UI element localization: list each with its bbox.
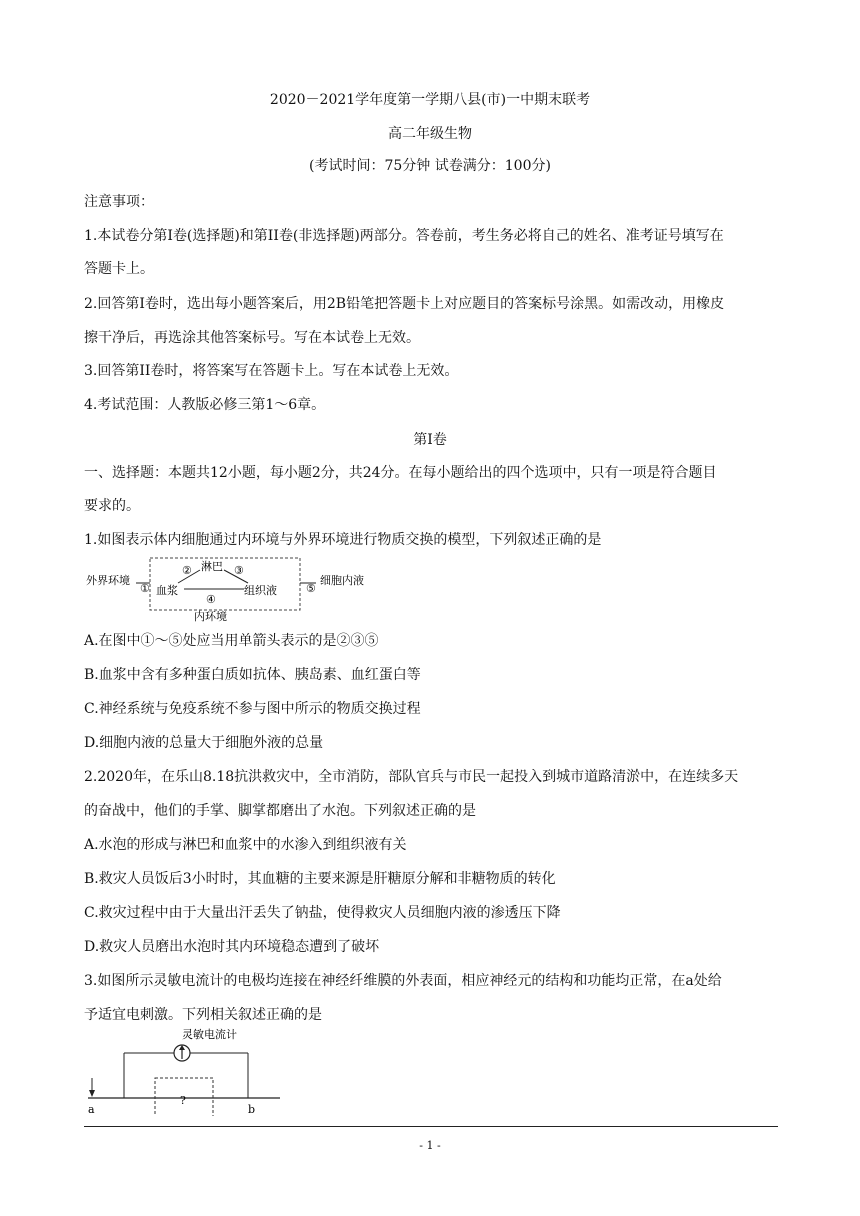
note-1-line-1: 1.本试卷分第I卷(选择题)和第II卷(非选择题)两部分。答卷前，考生务必将自己的姓名、准考证号填写在 — [84, 228, 724, 244]
note-1-line-2: 答题卡上。 — [84, 261, 154, 277]
label-tissue-fluid: 组织液 — [244, 584, 277, 597]
label-n1: ① — [140, 582, 150, 595]
label-n5: ⑤ — [306, 582, 316, 595]
label-n4: ④ — [206, 593, 216, 606]
notes-heading: 注意事项： — [84, 194, 154, 210]
note-3: 3.回答第II卷时，将答案写在答题卡上。写在本试卷上无效。 — [84, 363, 459, 379]
label-point-b: b — [248, 1103, 256, 1116]
label-galvanometer: 灵敏电流计 — [182, 1028, 237, 1041]
label-point-a: a — [88, 1103, 95, 1116]
label-n3: ③ — [234, 564, 244, 577]
q2-option-d: D.救灾人员磨出水泡时其内环境稳态遭到了破坏 — [84, 939, 380, 955]
footer-rule — [84, 1126, 778, 1127]
label-unknown: ? — [180, 1094, 186, 1107]
label-external-environment: 外界环境 — [86, 574, 130, 587]
part-1-title: 第I卷 — [413, 432, 447, 448]
stimulus-arrowhead — [89, 1090, 95, 1097]
q3-galvanometer-diagram — [84, 1024, 284, 1116]
question-2-stem-line-1: 2.2020年，在乐山8.18抗洪救灾中，全市消防，部队官兵与市民一起投入到城市道路清淤中，在连续多天 — [84, 769, 739, 785]
question-1-stem: 1.如图表示体内细胞通过内环境与外界环境进行物质交换的模型，下列叙述正确的是 — [84, 532, 602, 548]
q1-exchange-diagram — [84, 556, 374, 624]
note-2-line-1: 2.回答第I卷时，选出每小题答案后，用2B铅笔把答题卡上对应题目的答案标号涂黑。如需改动，用橡皮 — [84, 296, 725, 312]
question-2-stem-line-2: 的奋战中，他们的手掌、脚掌都磨出了水泡。下列叙述正确的是 — [84, 803, 476, 819]
question-3-stem-line-1: 3.如图所示灵敏电流计的电极均连接在神经纤维膜的外表面，相应神经元的结构和功能均正常，在a处给 — [84, 973, 722, 989]
exam-info: (考试时间：75分钟 试卷满分：100分) — [309, 158, 551, 174]
section-1-line-2: 要求的。 — [84, 498, 140, 514]
question-3-stem-line-2: 予适宜电刺激。下列相关叙述正确的是 — [84, 1007, 322, 1023]
q2-option-b: B.救灾人员饭后3小时时，其血糖的主要来源是肝糖原分解和非糖物质的转化 — [84, 871, 556, 887]
section-1-line-1: 一、选择题：本题共12小题，每小题2分，共24分。在每小题给出的四个选项中，只有一项是符合题目 — [84, 465, 717, 481]
exam-title: 2020－2021学年度第一学期八县(市)一中期末联考 — [269, 92, 591, 108]
label-plasma: 血浆 — [156, 584, 178, 597]
label-intracellular-fluid: 细胞内液 — [320, 574, 364, 587]
note-4: 4.考试范围：人教版必修三第1～6章。 — [84, 397, 326, 413]
label-internal-environment: 内环境 — [194, 610, 227, 623]
q1-option-a: A.在图中①～⑤处应当用单箭头表示的是②③⑤ — [84, 633, 379, 649]
note-2-line-2: 擦干净后，再选涂其他答案标号。写在本试卷上无效。 — [84, 330, 420, 346]
page-number: - 1 - — [419, 1139, 441, 1152]
label-n2: ② — [182, 564, 192, 577]
q1-option-c: C.神经系统与免疫系统不参与图中所示的物质交换过程 — [84, 701, 421, 717]
q1-option-d: D.细胞内液的总量大于细胞外液的总量 — [84, 735, 324, 751]
q2-option-c: C.救灾过程中由于大量出汗丢失了钠盐，使得救灾人员细胞内液的渗透压下降 — [84, 905, 561, 921]
q2-option-a: A.水泡的形成与淋巴和血浆中的水渗入到组织液有关 — [84, 837, 407, 853]
exam-subject: 高二年级生物 — [388, 126, 472, 142]
label-lymph: 淋巴 — [201, 560, 223, 573]
q1-option-b: B.血浆中含有多种蛋白质如抗体、胰岛素、血红蛋白等 — [84, 667, 421, 683]
